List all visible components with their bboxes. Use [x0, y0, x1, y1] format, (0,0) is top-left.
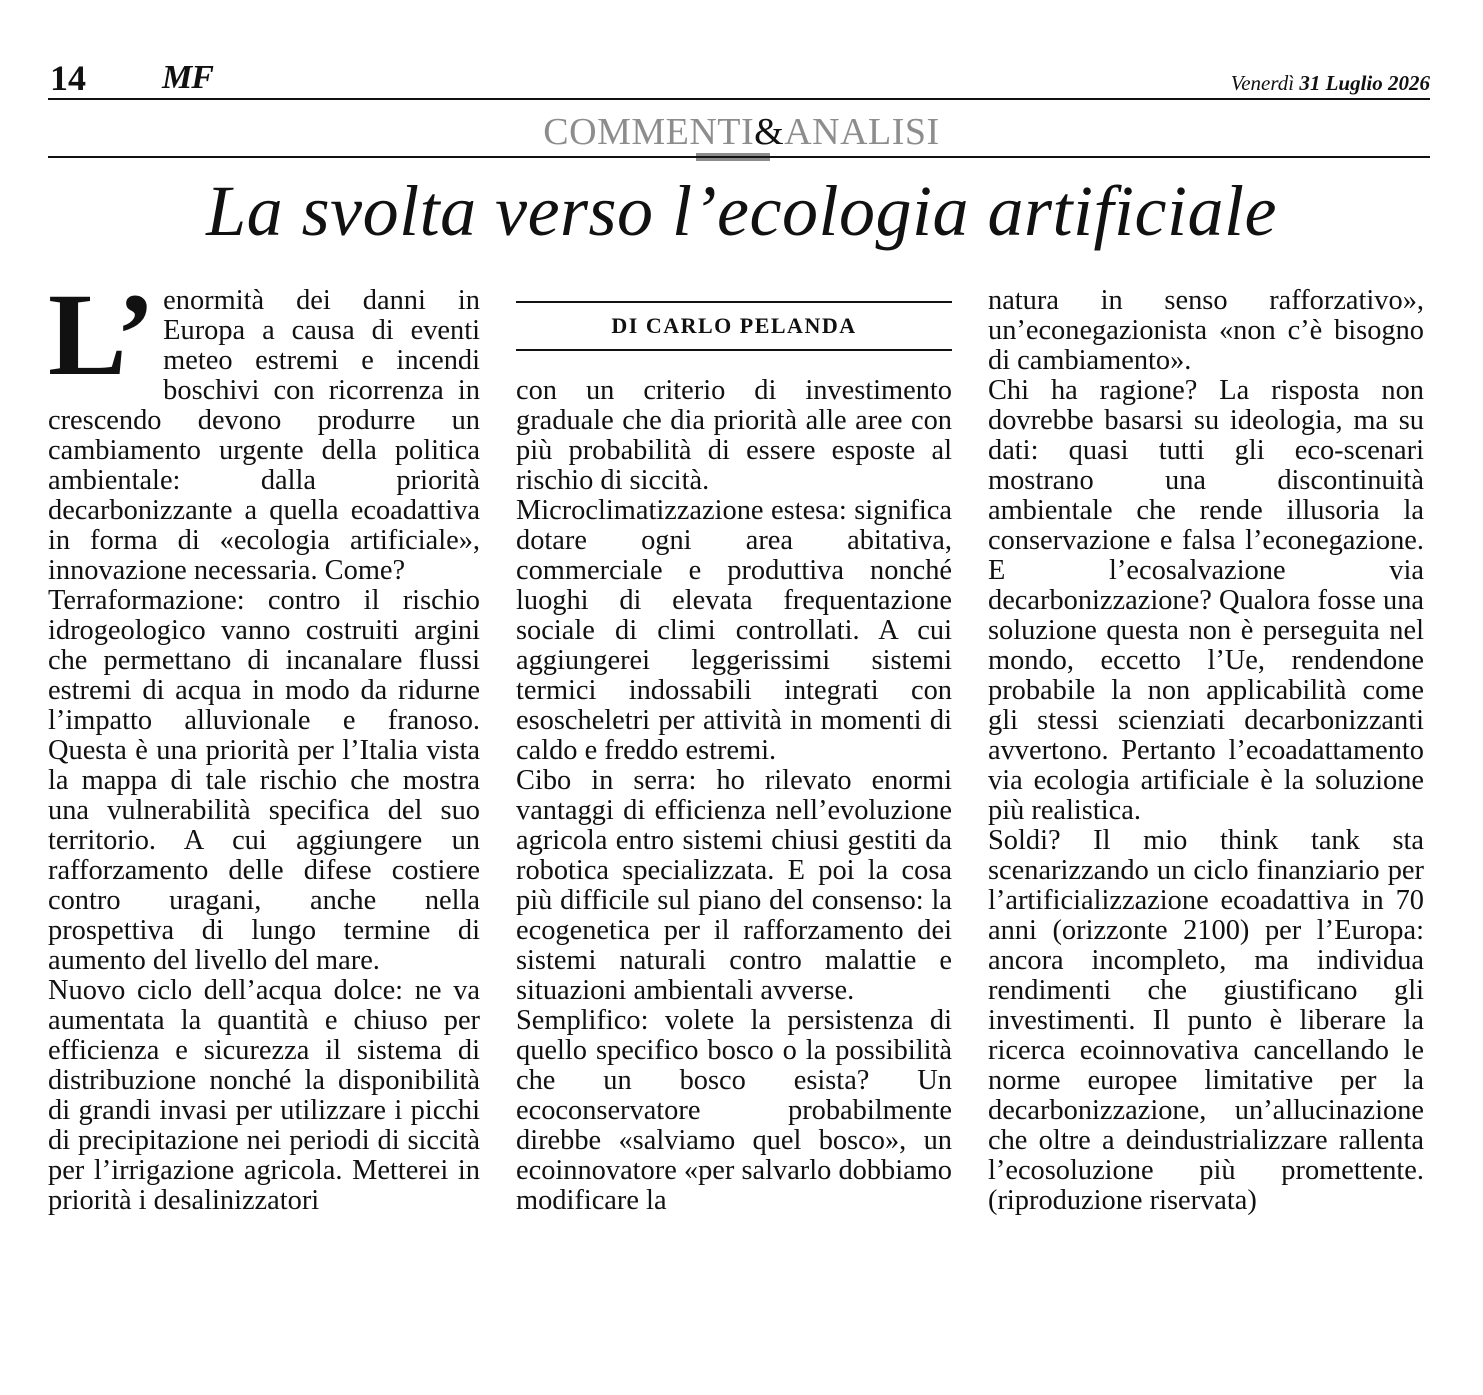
article-column-1	[48, 269, 480, 1216]
paragraph: Soldi? Il mio think tank sta scenarizzando un ciclo finanziario per l’artificializzazione ecoadattiva in 70 anni (orizzonte 2100) per l’Europa: ancora incompleto, ma individua rendimenti che giustificano gli investimenti. Il punto è liberare la ricerca ecoinnovativa cancellando le norme europee limitative per la decarbonizzazione, un’allucinazione che oltre a deindustrializzare rallenta l’ecosoluzione più promettente. (riproduzione riservata)	[988, 825, 1424, 1216]
paragraph: Chi ha ragione? La risposta non dovrebbe basarsi su ideologia, ma su dati: quasi tutti gli eco-scenari mostrano una discontinuità ambientale che rende illusoria la conservazione e falsa l’econegazione. E l’ecosalvazione via decarbonizzazione? Qualora fosse una soluzione questa non è perseguita nel mondo, eccetto l’Ue, rendendone probabile la non applicabilità come gli stessi scienziati decarbonizzanti avvertono. Pertanto l’ecoadattamento via ecologia artificiale è la soluzione più realistica.	[988, 375, 1424, 826]
article-column-2	[516, 376, 952, 1216]
section-rule	[48, 156, 1430, 158]
masthead-logo: MF	[162, 59, 213, 96]
section-left: COMMENTI	[543, 111, 755, 153]
article-headline: La svolta verso l’ecologia artificiale	[206, 171, 1277, 251]
header-rule	[48, 98, 1430, 100]
page-header	[48, 58, 1430, 98]
page-number: 14	[50, 58, 86, 98]
section-right: ANALISI	[784, 111, 940, 153]
paragraph: Terraformazione: contro il rischio idrogeologico vanno costruiti argini che permettano di incanalare flussi estremi di acqua in modo da ridurne l’impatto alluvionale e franoso. Questa è una priorità per l’Italia vista la mappa di tale rischio che mostra una vulnerabilità specifica del suo territorio. A cui aggiungere un rafforzamento delle difese costiere contro uragani, anche nella prospettiva di lungo termine di aumento del livello del mare.	[48, 585, 480, 976]
article-column-3	[988, 286, 1424, 1216]
paragraph: Semplifico: volete la persistenza di quello specifico bosco o la possibilità che un bosco esista? Un ecoconservatore probabilmente direbbe «salviamo quel bosco», un ecoinnovatore «per salvarlo dobbiamo modificare la	[516, 1005, 952, 1216]
paragraph: con un criterio di investimento graduale che dia priorità alle aree con più probabilità di essere esposte al rischio di siccità.	[516, 375, 952, 496]
paragraph: natura in senso rafforzativo», un’econegazionista «non c’è bisogno di cambiamento».	[988, 285, 1424, 376]
paragraph: Nuovo ciclo dell’acqua dolce: ne va aumentata la quantità e chiuso per efficienza e sicurezza il sistema di distribuzione nonché la disponibilità di grandi invasi per utilizzare i picchi di precipitazione nei periodi di siccità per l’irrigazione agricola. Metterei in priorità i desalinizzatori	[48, 975, 480, 1216]
paragraph: Cibo in serra: ho rilevato enormi vantaggi di efficienza nell’evoluzione agricola entro sistemi chiusi gestiti da robotica specializzata. E poi la cosa più difficile sul piano del consenso: la ecogenetica per il rafforzamento dei sistemi naturali contro malattie e situazioni ambientali avverse.	[516, 765, 952, 1006]
section-title	[0, 108, 1483, 156]
date-weekday: Venerdì	[1230, 71, 1295, 95]
paragraph: Microclimatizzazione estesa: significa dotare ogni area abitativa, commerciale e produttiva nonché luoghi di elevata frequentazione sociale di climi controllati. A cui aggiungerei leggerissimi sistemi termici indossabili integrati con esoscheletri per attività in momenti di caldo e freddo estremi.	[516, 495, 952, 766]
drop-cap: L’	[48, 269, 156, 400]
byline-box	[516, 301, 952, 351]
paragraph: enormità dei danni in Europa a causa di eventi meteo estremi e incendi boschivi con ricorrenza in crescendo devono produrre un cambiamento urgente della politica ambientale: dalla priorità decarbonizzante a quella ecoadattiva in forma di «ecologia artificiale», innovazione necessaria. Come?	[48, 285, 480, 586]
issue-date	[1231, 68, 1430, 98]
author-byline: DI CARLO PELANDA	[611, 313, 857, 338]
date-day: 31 Luglio 2026	[1299, 71, 1430, 95]
section-ampersand: &	[754, 111, 785, 153]
